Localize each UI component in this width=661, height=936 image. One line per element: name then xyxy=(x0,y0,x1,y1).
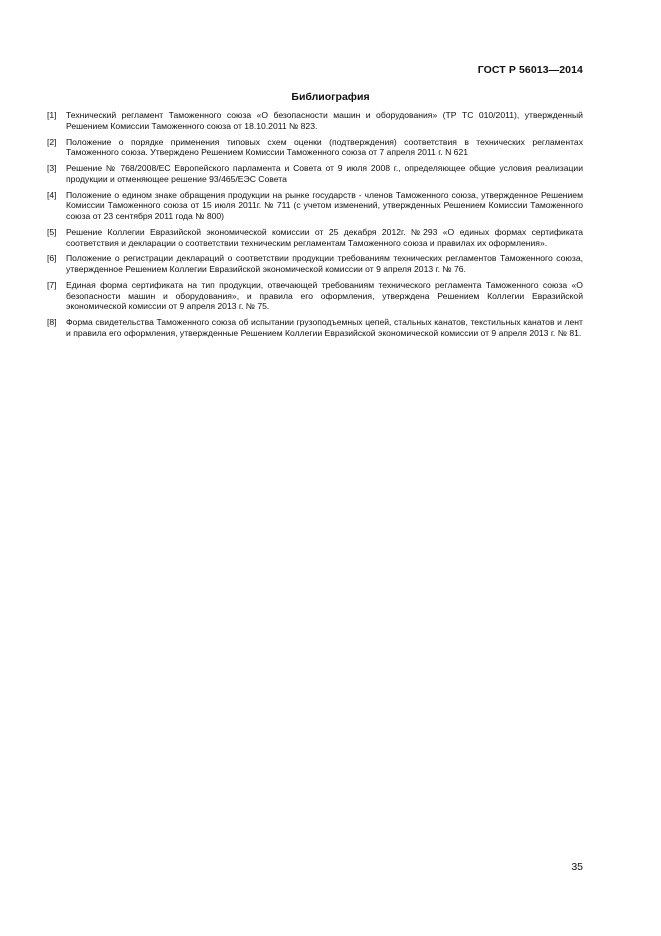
bibliography-item xyxy=(47,227,583,248)
section-title: Библиография xyxy=(291,91,370,103)
page-number: 35 xyxy=(571,861,583,873)
bibliography-item-number: [4] xyxy=(47,189,57,200)
bibliography-item-number: [3] xyxy=(47,163,57,174)
bibliography-item-text: Решение № 768/2008/ЕС Европейского парламента и Совета от 9 июля 2008 г., определяющее общие условия реализации продукции и отменяющее решение 93/465/ЕЭС Совета xyxy=(66,163,583,184)
bibliography-item-text: Решение Коллегии Евразийской экономической комиссии от 25 декабря 2012г. №293 «О единых формах сертификата соответствия и декларации о соответствии техническим регламентам Таможенного союза и правилах их оформления». xyxy=(66,226,583,248)
bibliography-item-text: Технический регламент Таможенного союза «О безопасности машин и оборудования» (ТР ТС 010/2011), утвержденный Решением Комиссии Таможенного союза от 18.10.2011 № 823. xyxy=(66,110,583,131)
bibliography-item-text: Положение о регистрации деклараций о соответствии продукции требованиям технических регламентов Таможенного союза, утвержденное Решением Коллегии Евразийской экономической комиссии от 9 апреля 2013 г. № 76. xyxy=(66,253,583,275)
bibliography-item-number: [6] xyxy=(47,253,57,264)
bibliography-item-text: Единая форма сертификата на тип продукции, отвечающей требованиям технического регламента Таможенного союза «О безопасности машин и оборудования», и правила его оформления, утверждена Решением Коллегии Евразийской экономической комиссии от 9 апреля 2013 г. № 75. xyxy=(66,280,583,312)
bibliography-item xyxy=(47,137,583,158)
bibliography-item-text: Положение о едином знаке обращения продукции на рынке государств - членов Таможенного союза, утвержденное Решением Комиссии Таможенного союза от 15 июля 2011г. № 711 (с учетом изменений, утвержденных Решением Комиссии Таможенного союза от 23 сентября 2011 года № 800) xyxy=(66,189,583,221)
bibliography-item-number: [8] xyxy=(47,317,57,328)
bibliography-item xyxy=(47,253,583,274)
bibliography-item xyxy=(47,280,583,312)
bibliography-item xyxy=(47,163,583,184)
bibliography-item-number: [7] xyxy=(47,280,57,291)
bibliography-item-number: [1] xyxy=(47,110,57,120)
bibliography-item-text: Положение о порядке применения типовых схем оценки (подтверждения) соответствия в технических регламентах Таможенного союза. Утверждено Решением Комиссии Таможенного союза от 7 апреля 2011 г. N 621 xyxy=(66,136,583,158)
bibliography-item xyxy=(47,190,583,222)
bibliography-item-number: [2] xyxy=(47,136,57,147)
bibliography-item-number: [5] xyxy=(47,226,57,237)
bibliography-item-text: Форма свидетельства Таможенного союза об испытании грузоподъемных цепей, стальных канатов, текстильных канатов и лент и правила его оформления, утвержденные Решением Коллегии Евразийской экономической комиссии от 9 апреля 2013 г. № 81. xyxy=(66,317,583,338)
bibliography-item xyxy=(47,317,583,338)
bibliography-item xyxy=(47,110,583,131)
bibliography-list xyxy=(47,110,583,344)
document-code: ГОСТ Р 56013—2014 xyxy=(477,64,583,76)
